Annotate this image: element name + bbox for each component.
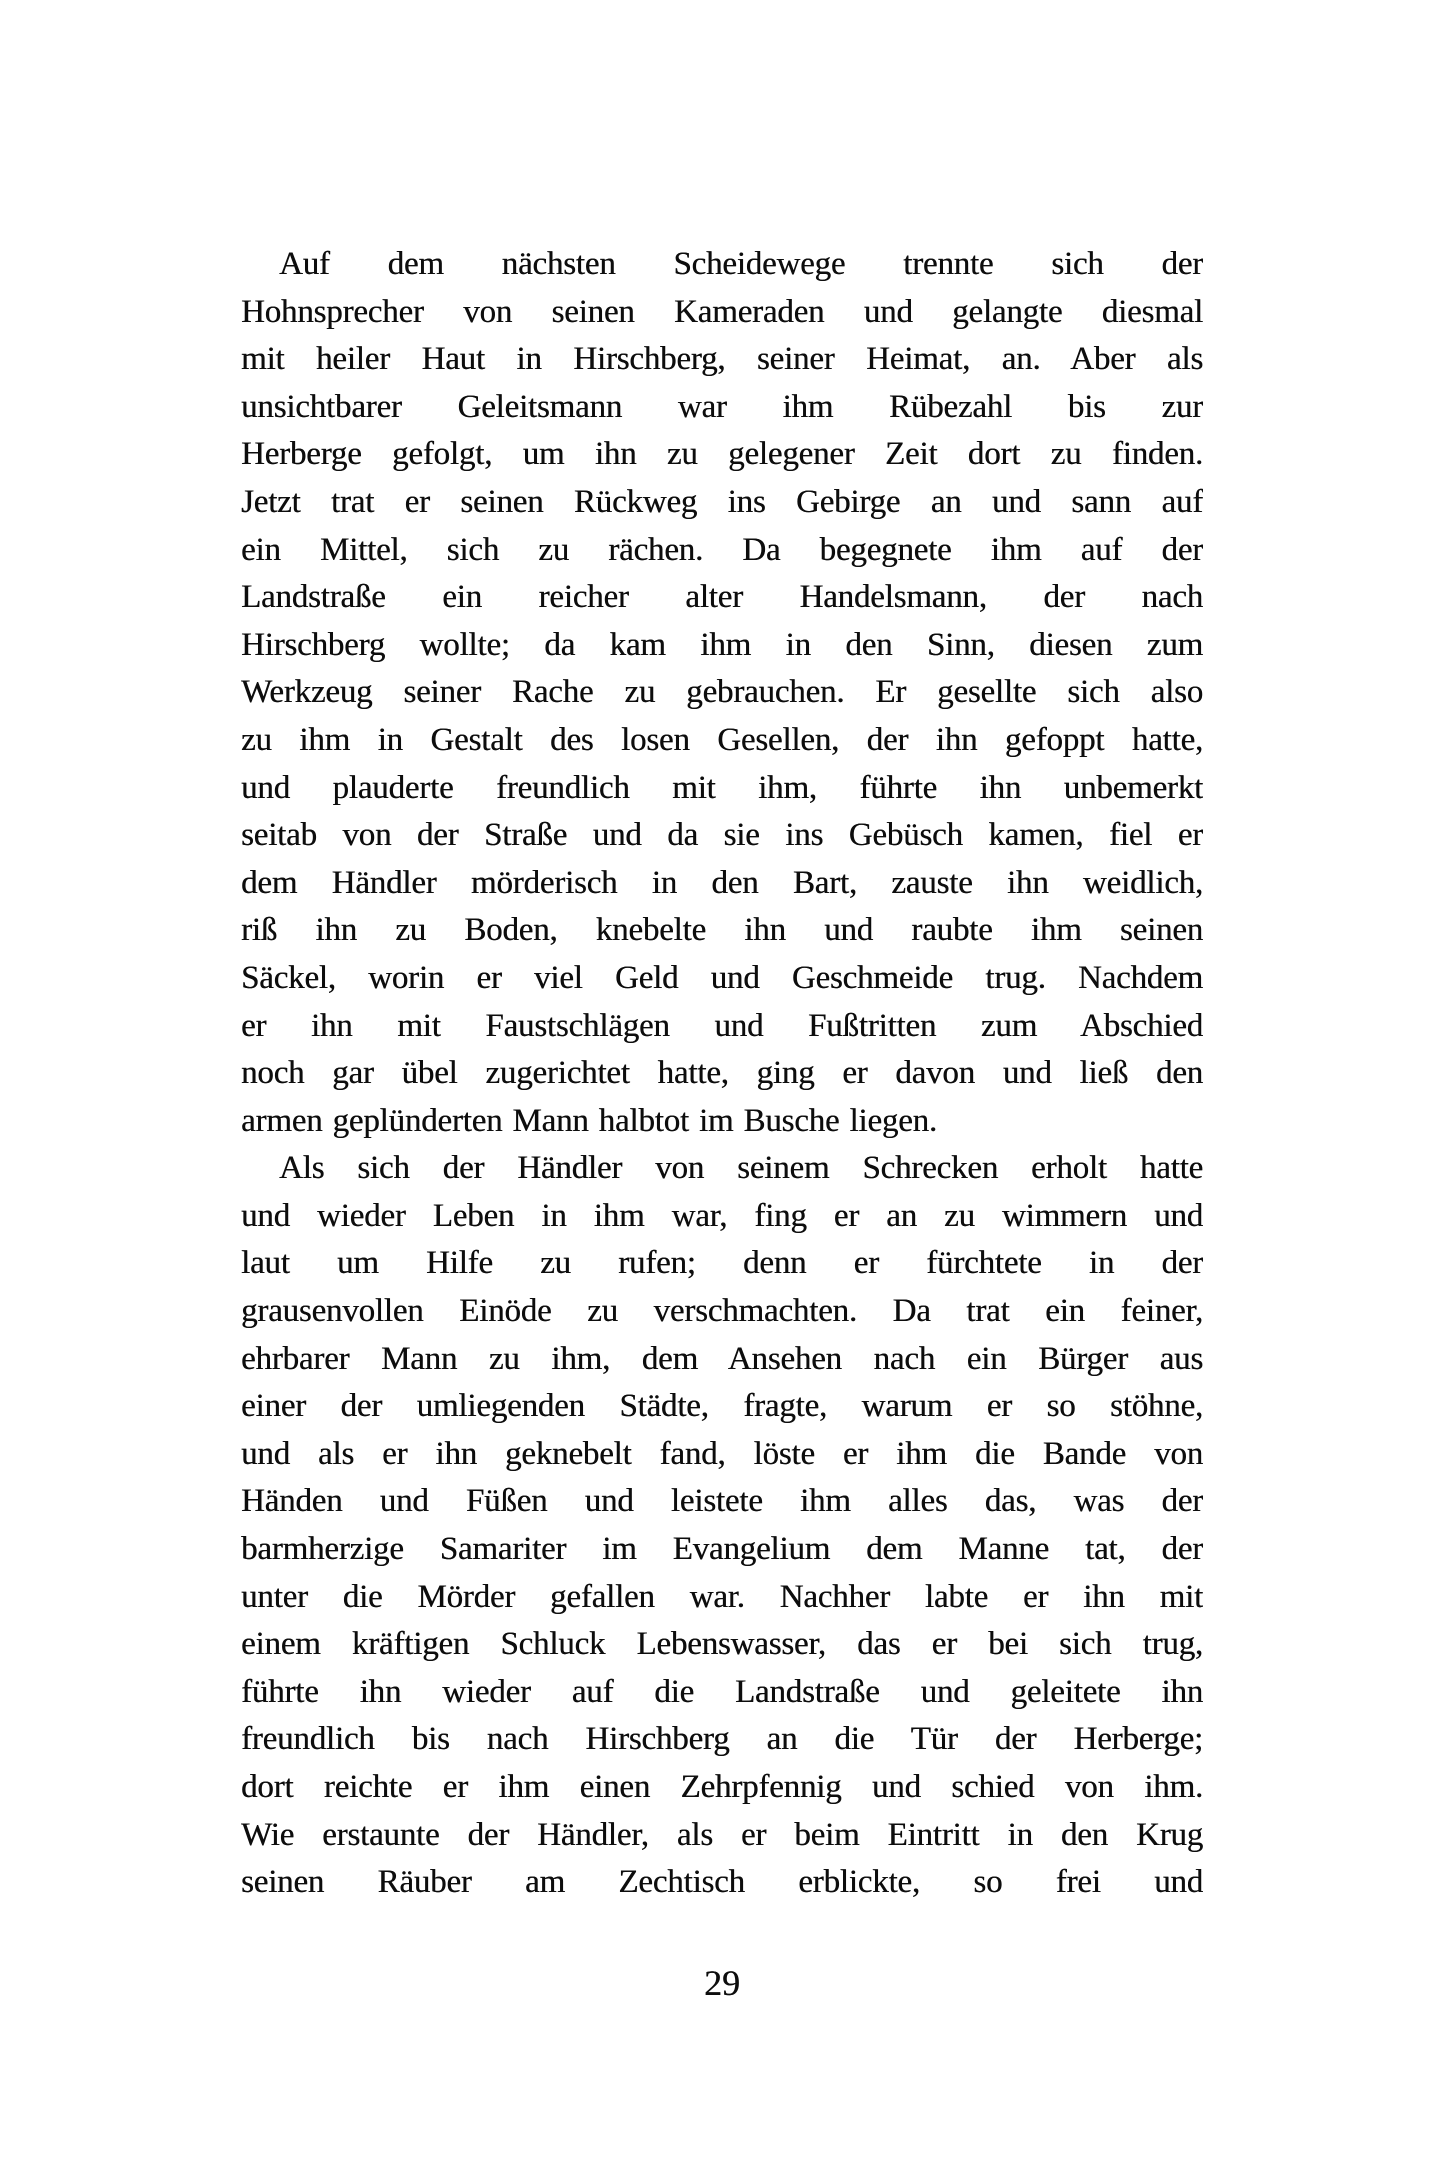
text-line: dort reichte er ihm einen Zehrpfennig und schied von ihm. [241,1769,1203,1805]
text-line: laut um Hilfe zu rufen; denn er fürchtete in der [241,1245,1203,1282]
text-line: unsichtbarer Geleitsmann war ihm Rübezahl bis zur [241,388,1203,425]
paragraph [241,1145,1203,1907]
paragraph [241,241,1203,1145]
text-line: freundlich bis nach Hirschberg an die Tür der Herberge; [241,1721,1203,1758]
text-line: Säckel, worin er viel Geld und Geschmeide trug. Nachdem [241,959,1203,996]
text-line: und als er ihn geknebelt fand, löste er ihm die Bande von [241,1435,1203,1472]
text-line: Hohnsprecher von seinen Kameraden und gelangte diesmal [241,293,1203,330]
text-line: und wieder Leben in ihm war, fing er an zu wimmern und [241,1197,1203,1234]
text-line: grausenvollen Einöde zu verschmachten. Da trat ein feiner, [241,1293,1203,1330]
text-line: dem Händler mörderisch in den Bart, zauste ihn weidlich, [241,864,1203,901]
text-line: er ihn mit Faustschlägen und Fußtritten zum Abschied [241,1007,1203,1044]
text-line: unter die Mörder gefallen war. Nachher labte er ihn mit [241,1578,1203,1615]
text-line: Wie erstaunte der Händler, als er beim Eintritt in den Krug [241,1816,1203,1853]
text-line: Jetzt trat er seinen Rückweg ins Gebirge an und sann auf [241,483,1203,520]
text-line: Herberge gefolgt, um ihn zu gelegener Zeit dort zu finden. [241,436,1203,473]
text-line: Werkzeug seiner Rache zu gebrauchen. Er gesellte sich also [241,674,1203,711]
text-line: Als sich der Händler von seinem Schrecken erholt hatte [279,1150,1203,1187]
text-line: und plauderte freundlich mit ihm, führte ihn unbemerkt [241,769,1203,806]
text-line: Landstraße ein reicher alter Handelsmann, der nach [241,579,1203,616]
text-line: seitab von der Straße und da sie ins Gebüsch kamen, fiel er [241,817,1203,854]
text-line: Händen und Füßen und leistete ihm alles das, was der [241,1483,1203,1520]
text-line: noch gar übel zugerichtet hatte, ging er davon und ließ den [241,1055,1203,1092]
text-line: mit heiler Haut in Hirschberg, seiner Heimat, an. Aber als [241,341,1203,378]
page-number: 29 [704,1963,740,2003]
text-line: ein Mittel, sich zu rächen. Da begegnete ihm auf der [241,531,1203,568]
text-block [241,241,1203,1907]
text-line: zu ihm in Gestalt des losen Gesellen, der ihn gefoppt hatte, [241,721,1203,758]
text-line: einer der umliegenden Städte, fragte, warum er so stöhne, [241,1388,1203,1425]
text-line: Auf dem nächsten Scheidewege trennte sich der [279,246,1203,282]
text-line: seinen Räuber am Zechtisch erblickte, so frei und [241,1864,1203,1901]
text-line: einem kräftigen Schluck Lebenswasser, das er bei sich trug, [241,1626,1203,1663]
text-line: Hirschberg wollte; da kam ihm in den Sinn, diesen zum [241,626,1203,663]
text-line: ehrbarer Mann zu ihm, dem Ansehen nach ein Bürger aus [241,1340,1203,1377]
text-line: barmherzige Samariter im Evangelium dem Manne tat, der [241,1531,1203,1568]
text-line: riß ihn zu Boden, knebelte ihn und raubte ihm seinen [241,912,1203,949]
text-line: führte ihn wieder auf die Landstraße und geleitete ihn [241,1673,1203,1710]
text-line: armen geplünderten Mann halbtot im Busche liegen. [241,1102,937,1139]
